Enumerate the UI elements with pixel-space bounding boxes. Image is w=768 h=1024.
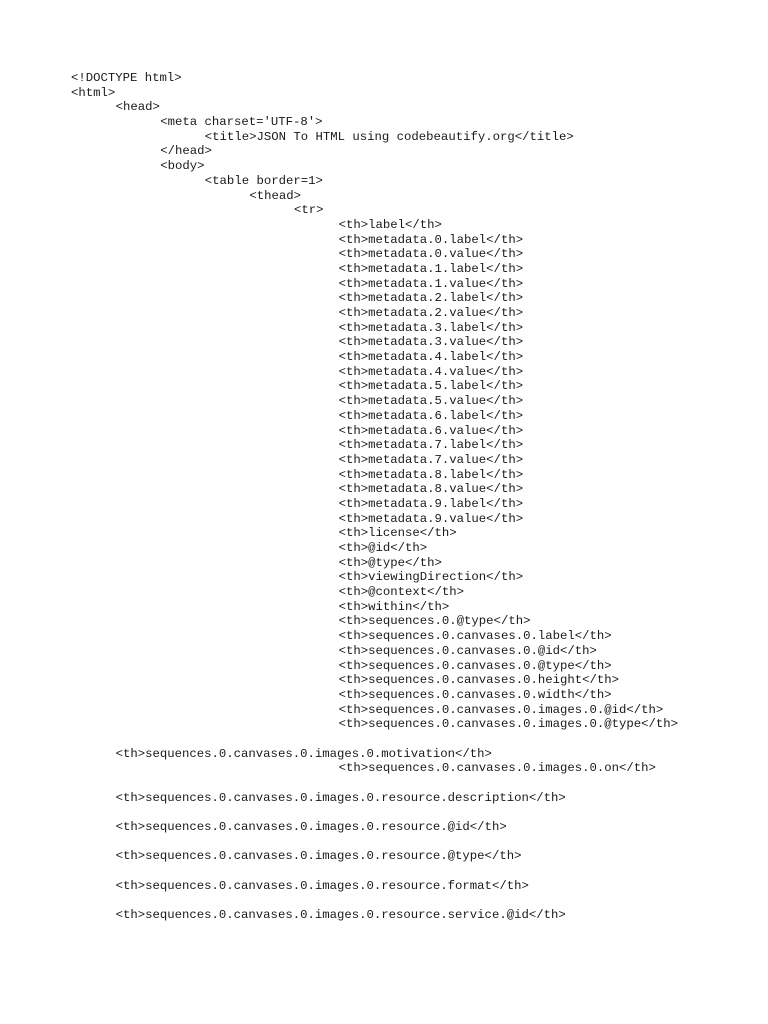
code-line: <th>@id</th> [338,541,428,555]
code-line: <th>metadata.0.value</th> [338,247,524,262]
code-line: <th>label</th> [338,217,442,232]
code-line: <th>sequences.0.canvases.0.images.0.resource.service.@id</th> [115,908,566,923]
code-line: <th>sequences.0.@type</th> [338,614,531,629]
code-line: <th>metadata.2.value</th> [338,306,524,320]
code-line: <th>sequences.0.canvases.0.width</th> [338,687,612,702]
code-line: </head> [160,144,212,159]
code-line: <th>sequences.0.canvases.0.images.0.motivation</th> [115,746,492,761]
code-listing [71,71,678,923]
code-line: <html> [71,85,116,100]
code-line: <tr> [294,203,324,218]
code-line: <th>@type</th> [338,555,442,570]
code-line: <th>metadata.3.value</th> [338,335,524,350]
code-line: <th>metadata.8.label</th> [338,467,524,482]
code-line: <th>sequences.0.canvases.0.images.0.resource.@id</th> [115,820,507,835]
code-line: <th>viewingDirection</th> [338,570,524,585]
code-line: <th>metadata.5.label</th> [338,379,524,394]
code-line: <th>sequences.0.canvases.0.images.0.@id</th> [338,702,664,717]
code-line: <th>metadata.5.value</th> [338,394,524,409]
code-line: <title>JSON To HTML using codebeautify.org</title> [204,129,574,144]
code-line: <head> [115,100,160,115]
code-line: <th>sequences.0.canvases.0.images.0.resource.format</th> [115,878,529,893]
code-line: <th>metadata.4.label</th> [338,350,524,365]
code-line: <thead> [249,188,302,203]
code-line: <th>sequences.0.canvases.0.images.0.@type</th> [338,717,679,732]
code-line: <th>sequences.0.canvases.0.label</th> [338,629,612,644]
code-line: <th>metadata.0.label</th> [338,232,524,247]
code-line: <meta charset='UTF-8'> [160,115,323,130]
code-line: <!DOCTYPE html> [71,71,182,85]
code-line: <th>metadata.6.value</th> [338,423,524,438]
code-line: <th>metadata.9.label</th> [338,496,524,511]
code-line: <th>metadata.6.label</th> [338,408,524,423]
code-line: <th>sequences.0.canvases.0.images.0.on</th> [338,761,656,776]
code-line: <th>metadata.1.label</th> [338,261,524,276]
code-line: <th>metadata.7.label</th> [338,438,524,453]
code-line: <th>metadata.3.label</th> [338,320,524,335]
code-line: <th>metadata.8.value</th> [338,482,524,497]
code-line: <th>metadata.2.label</th> [338,291,524,306]
code-line: <th>metadata.7.value</th> [338,452,524,467]
code-line: <th>sequences.0.canvases.0.@id</th> [338,643,597,658]
code-line: <th>metadata.9.value</th> [338,511,524,526]
code-line: <th>metadata.1.value</th> [338,276,524,291]
code-line: <th>sequences.0.canvases.0.@type</th> [338,658,612,673]
code-line: <table border=1> [204,173,323,188]
code-line: <th>sequences.0.canvases.0.height</th> [338,673,620,688]
code-line: <th>metadata.4.value</th> [338,364,524,379]
code-line: <th>sequences.0.canvases.0.images.0.resource.description</th> [115,790,566,805]
code-line: <th>within</th> [338,599,450,614]
code-line: <th>license</th> [338,526,457,541]
code-line: <th>sequences.0.canvases.0.images.0.resource.@type</th> [115,849,522,864]
code-line: <body> [160,159,205,174]
code-line: <th>@context</th> [338,585,465,600]
